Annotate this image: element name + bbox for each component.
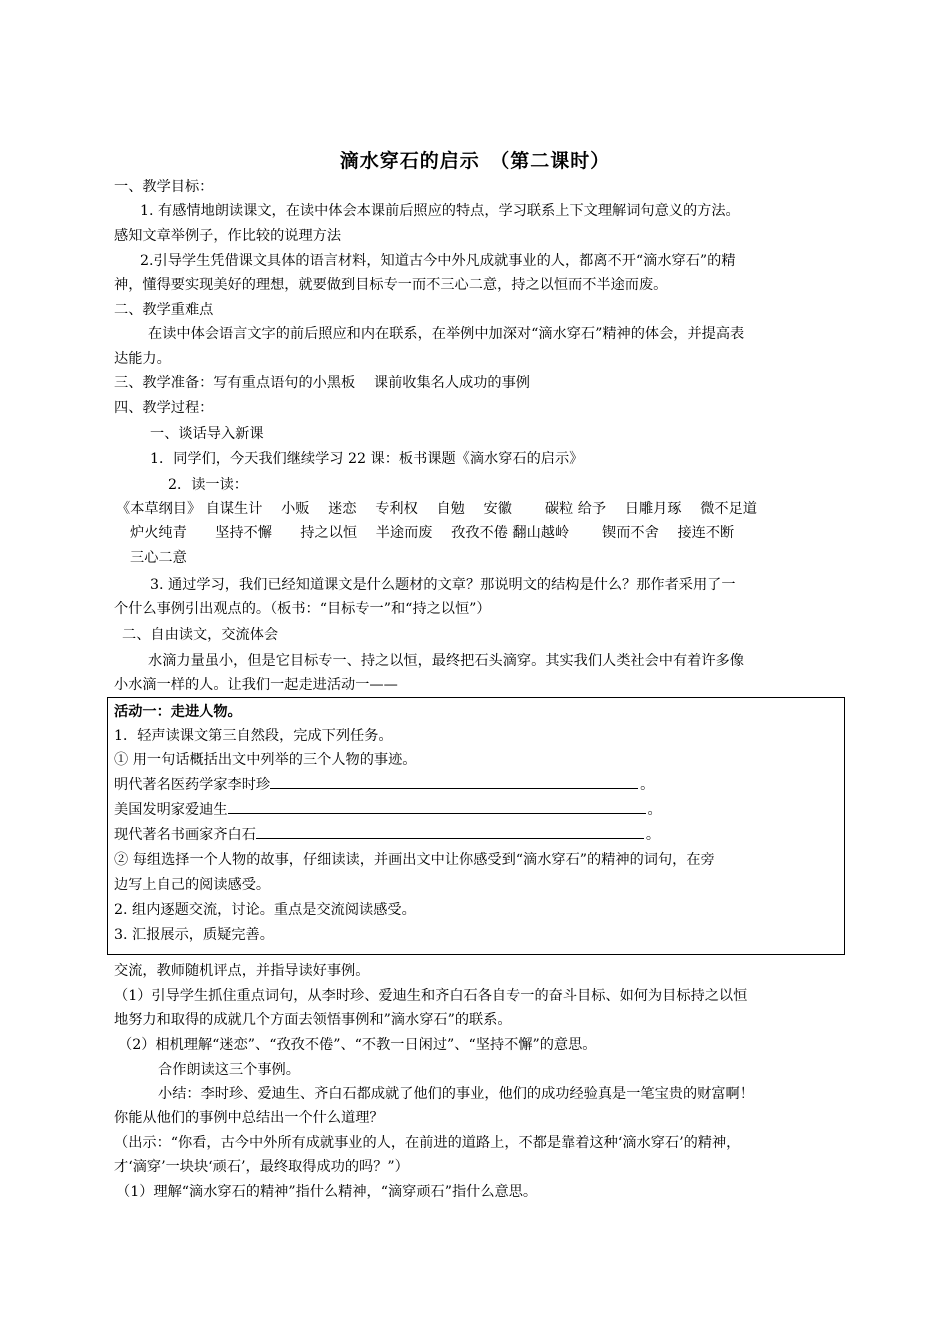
activity-task-1b: ② 每组选择一个人物的故事，仔细读读，并画出文中让你感受到“滴水穿石”的精神的词句，在旁 <box>114 852 715 868</box>
fill-in-blank[interactable] <box>256 824 644 839</box>
step-3: 3. 通过学习，我们已经知道课文是什么题材的文章？那说明文的结构是什么？那作者采用了一 <box>150 577 736 593</box>
free-reading-text-cont: 小水滴一样的人。让我们一起走进活动一—— <box>114 677 398 693</box>
goal-2: 2.引导学生凭借课文具体的语言材料，知道古今中外凡成就事业的人，都离不开“滴水穿石”的精 <box>140 253 736 269</box>
period: 。 <box>647 802 662 818</box>
activity-task-3: 3. 汇报展示，质疑完善。 <box>114 927 274 943</box>
goal-1: 1. 有感情地朗读课文，在读中体会本课前后照应的特点，学习联系上下文理解词句意义的方法。 <box>140 203 740 219</box>
fill-in-blank[interactable] <box>228 799 646 814</box>
person-label: 现代著名书画家齐白石 <box>114 827 256 843</box>
word-list-row-2: 炉火纯青 坚持不懈 持之以恒 半途而废 孜孜不倦 翻山越岭 锲而不舍 接连不断 <box>130 525 735 541</box>
step-3-cont: 个什么事例引出观点的。（板书：“目标专一”和“持之以恒”） <box>114 601 491 617</box>
step-1: 1．同学们，今天我们继续学习 22 课：板书课题《滴水穿石的启示》 <box>150 451 584 467</box>
page-title: 滴水穿石的启示 （第二课时） <box>339 150 611 172</box>
section-heading-preparation: 三、教学准备：写有重点语句的小黑板 课前收集名人成功的事例 <box>114 375 530 391</box>
goal-1-cont: 感知文章举例子，作比较的说理方法 <box>114 228 342 244</box>
person-row-edison <box>114 799 662 821</box>
free-reading-text: 水滴力量虽小，但是它目标专一、持之以恒，最终把石头滴穿。其实我们人类社会中有着许多像 <box>148 653 744 669</box>
person-label: 美国发明家爱迪生 <box>114 802 228 818</box>
section-heading-goals: 一、教学目标： <box>114 179 214 195</box>
person-row-li-shizhen <box>114 774 654 796</box>
summary: 小结：李时珍、爱迪生、齐白石都成就了他们的事业，他们的成功经验真是一笔宝贵的财富啊！ <box>158 1086 754 1102</box>
summary-cont: 你能从他们的事例中总结出一个什么道理？ <box>114 1110 384 1126</box>
section-heading-key-points: 二、教学重难点 <box>114 302 214 318</box>
understand-task: （1）理解“滴水穿石的精神”指什么精神，“滴穿顽石”指什么意思。 <box>116 1184 538 1200</box>
period: 。 <box>640 777 655 793</box>
step-heading-intro: 一、谈话导入新课 <box>150 426 264 442</box>
activity-task-1a: ① 用一句话概括出文中列举的三个人物的事迹。 <box>114 752 417 768</box>
word-list-row-3: 三心二意 <box>130 550 187 566</box>
word-list-row-1: 《本草纲目》 自谋生计 小贩 迷恋 专利权 自勉 安徽 碳粒 给予 日雕月琢 微不足道 <box>116 501 757 517</box>
activity-heading: 活动一：走进人物。 <box>114 704 242 720</box>
guide-1-cont: 地努力和取得的成就几个方面去领悟事例和”滴水穿石”的联系。 <box>114 1012 512 1028</box>
key-points-text: 在读中体会语言文字的前后照应和内在联系，在举例中加深对“滴水穿石”精神的体会，并提高表 <box>148 326 745 342</box>
step-2: 2．读一读： <box>168 477 248 493</box>
display-quote-cont: 才‘滴穿’一块块‘顽石’，最终取得成功的吗？”） <box>114 1159 409 1175</box>
exchange-text: 交流，教师随机评点，并指导读好事例。 <box>114 963 370 979</box>
cooperative-reading: 合作朗读这三个事例。 <box>158 1062 300 1078</box>
activity-task-2: 2. 组内逐题交流，讨论。重点是交流阅读感受。 <box>114 902 416 918</box>
activity-task-1b-cont: 边写上自己的阅读感受。 <box>114 877 271 893</box>
display-quote: （出示：“你看，古今中外所有成就事业的人，在前进的道路上，不都是靠着这种‘滴水穿石’的精神， <box>114 1135 741 1151</box>
step-heading-free-reading: 二、自由读文，交流体会 <box>122 627 279 643</box>
activity-task-1: 1．轻声读课文第三自然段，完成下列任务。 <box>114 728 393 744</box>
fill-in-blank[interactable] <box>270 774 638 789</box>
person-label: 明代著名医药学家李时珍 <box>114 777 271 793</box>
section-heading-process: 四、教学过程： <box>114 400 214 416</box>
guide-1: （1）引导学生抓住重点词句，从李时珍、爱迪生和齐白石各自专一的奋斗目标、如何为目标持之以恒 <box>114 988 748 1004</box>
guide-2: （2）相机理解“迷恋”、“孜孜不倦”、“不教一日闲过”、“坚持不懈”的意思。 <box>118 1037 597 1053</box>
period: 。 <box>645 827 661 843</box>
person-row-qi-baishi <box>114 824 660 846</box>
goal-2-cont: 神，懂得要实现美好的理想，就要做到目标专一而不三心二意，持之以恒而不半途而废。 <box>114 277 668 293</box>
key-points-text-cont: 达能力。 <box>114 351 171 367</box>
